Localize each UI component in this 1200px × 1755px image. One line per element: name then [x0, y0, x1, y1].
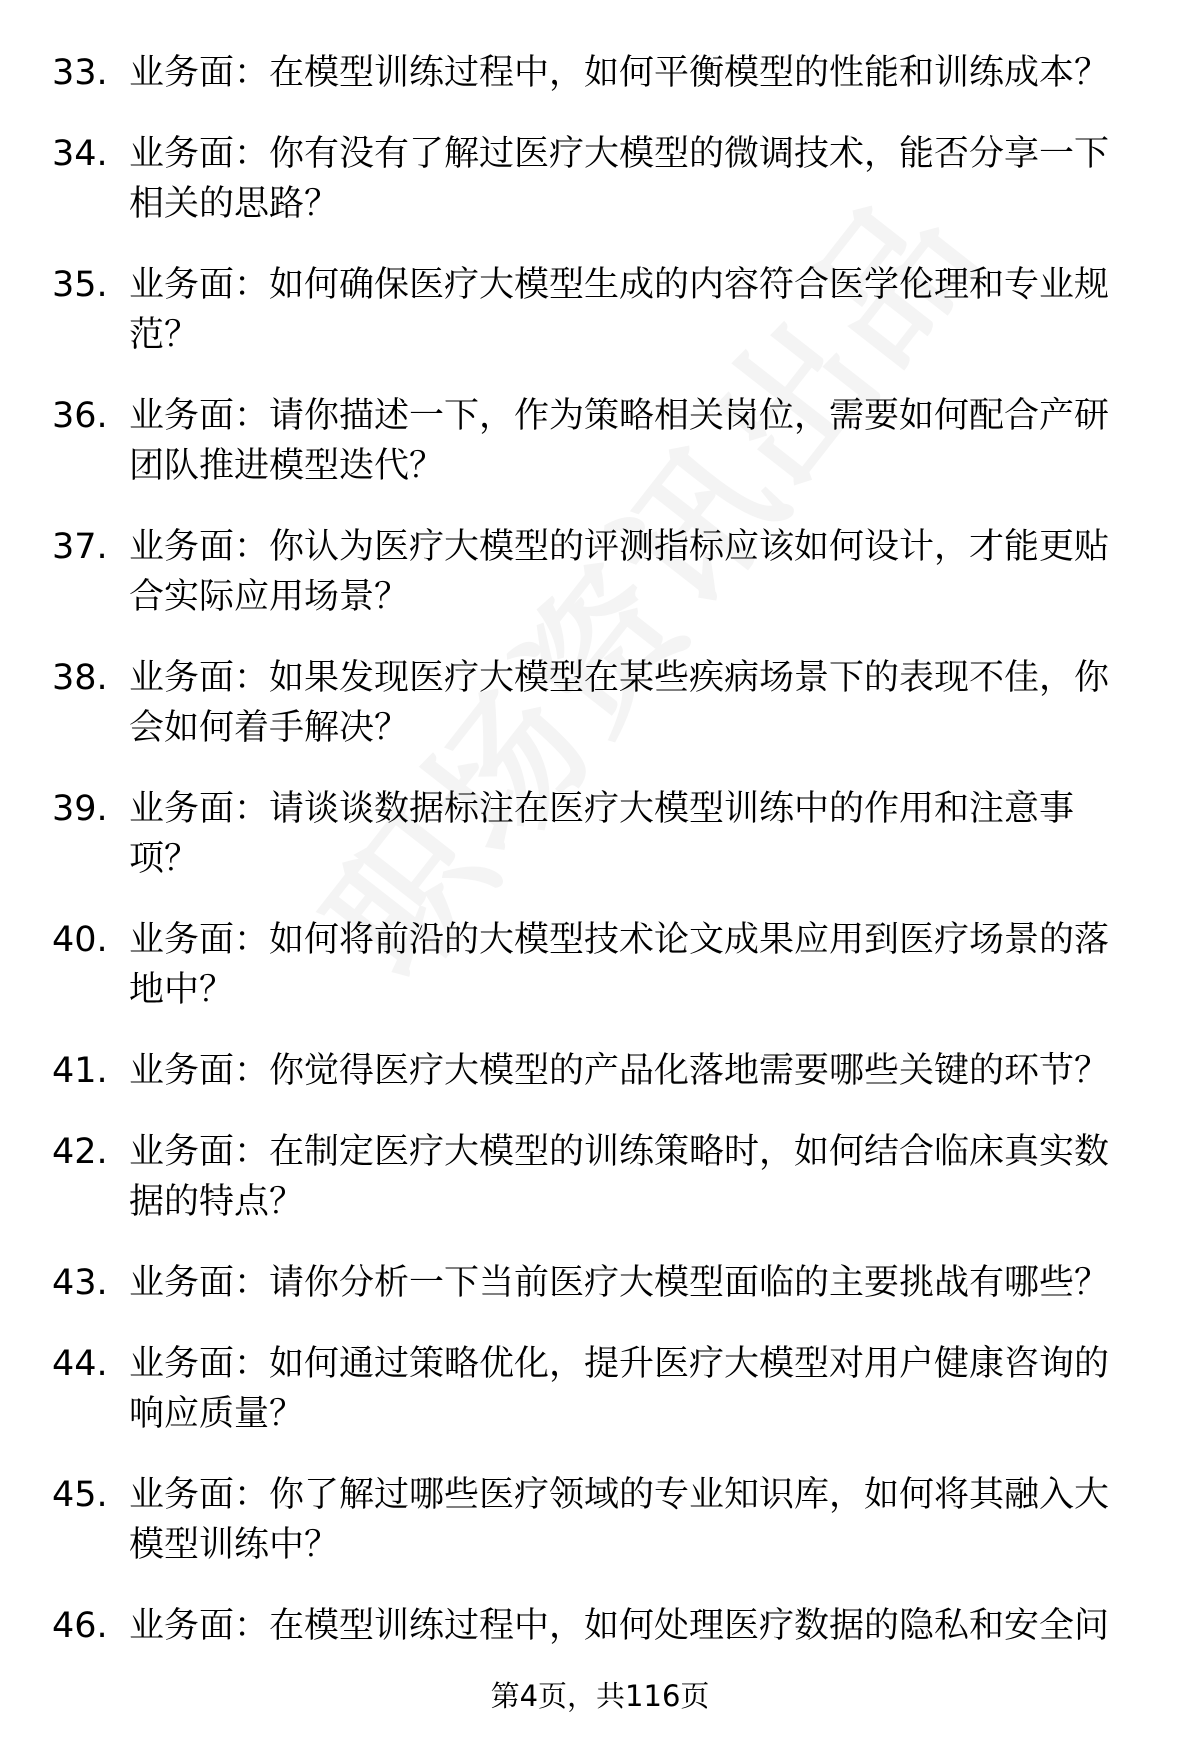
question-number: 38. — [52, 658, 108, 698]
question-item — [0, 1339, 1200, 1439]
question-list — [0, 48, 1200, 1682]
question-number: 34. — [52, 134, 108, 174]
question-item — [0, 1601, 1200, 1651]
question-number: 33. — [52, 53, 108, 93]
question-item — [0, 784, 1200, 884]
question-item — [0, 260, 1200, 360]
question-number: 35. — [52, 265, 108, 305]
question-item — [0, 915, 1200, 1015]
question-number: 43. — [52, 1263, 108, 1303]
question-item — [0, 1258, 1200, 1308]
question-text: 业务面：如何确保医疗大模型生成的内容符合医学伦理和专业规范？ — [129, 265, 1110, 355]
question-number: 41. — [52, 1051, 108, 1091]
question-text: 业务面：请你描述一下，作为策略相关岗位，需要如何配合产研团队推进模型迭代？ — [129, 396, 1110, 486]
question-number: 40. — [52, 920, 108, 960]
question-text: 业务面：请谈谈数据标注在医疗大模型训练中的作用和注意事项？ — [129, 789, 1075, 879]
question-text: 业务面：你有没有了解过医疗大模型的微调技术，能否分享一下相关的思路？ — [129, 134, 1110, 224]
question-text: 业务面：如何将前沿的大模型技术论文成果应用到医疗场景的落地中？ — [129, 920, 1110, 1010]
question-text: 业务面：在制定医疗大模型的训练策略时，如何结合临床真实数据的特点？ — [129, 1132, 1110, 1222]
question-text: 业务面：如果发现医疗大模型在某些疾病场景下的表现不佳，你会如何着手解决？ — [129, 658, 1110, 748]
question-text: 业务面：如何通过策略优化，提升医疗大模型对用户健康咨询的响应质量？ — [129, 1344, 1110, 1434]
question-text: 业务面：你觉得医疗大模型的产品化落地需要哪些关键的环节？ — [129, 1051, 1110, 1091]
question-number: 36. — [52, 396, 108, 436]
question-item — [0, 1470, 1200, 1570]
question-text: 业务面：你认为医疗大模型的评测指标应该如何设计，才能更贴合实际应用场景？ — [129, 527, 1110, 617]
question-number: 45. — [52, 1475, 108, 1515]
question-text: 业务面：你了解过哪些医疗领域的专业知识库，如何将其融入大模型训练中？ — [129, 1475, 1110, 1565]
question-item — [0, 129, 1200, 229]
question-text: 业务面：在模型训练过程中，如何处理医疗数据的隐私和安全问 — [129, 1606, 1110, 1646]
question-item — [0, 391, 1200, 491]
question-number: 42. — [52, 1132, 108, 1172]
page-footer: 第4页，共116页 — [490, 1679, 710, 1713]
question-item — [0, 522, 1200, 622]
question-text: 业务面：在模型训练过程中，如何平衡模型的性能和训练成本？ — [129, 53, 1110, 93]
question-number: 46. — [52, 1606, 108, 1646]
question-item — [0, 1127, 1200, 1227]
question-item — [0, 48, 1200, 98]
question-item — [0, 653, 1200, 753]
question-number: 44. — [52, 1344, 108, 1384]
question-number: 39. — [52, 789, 108, 829]
question-number: 37. — [52, 527, 108, 567]
question-item — [0, 1046, 1200, 1096]
question-text: 业务面：请你分析一下当前医疗大模型面临的主要挑战有哪些？ — [129, 1263, 1110, 1303]
